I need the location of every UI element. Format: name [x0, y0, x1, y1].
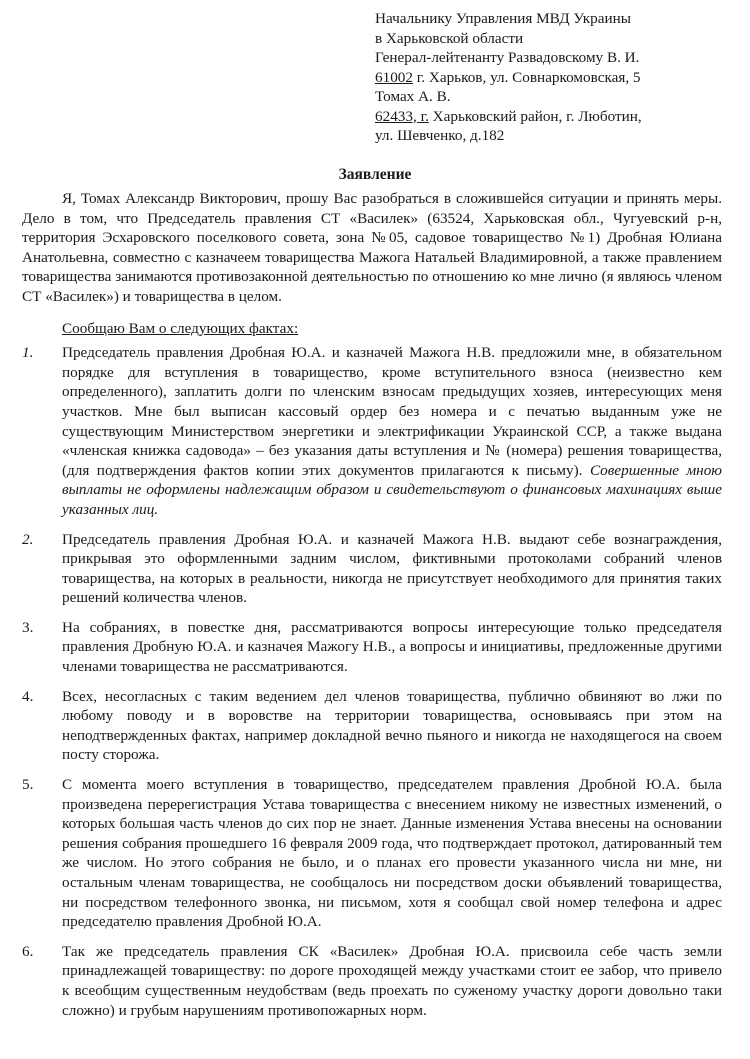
addressee-line-part: Генерал-лейтенанту Разва	[375, 49, 543, 66]
addressee-block	[375, 9, 745, 146]
addressee-line-part: скому В. И.	[565, 49, 640, 66]
sender-name: Томах А. В.	[375, 88, 451, 105]
item-number: 3.	[22, 618, 34, 636]
zip-code: 61002	[375, 68, 413, 86]
addressee-line: в Харьковской области	[375, 29, 524, 47]
facts-heading: Сообщаю Вам о следующих фактах:	[62, 319, 299, 337]
sender-street: ул. Шевченко, д.182	[375, 127, 505, 144]
list-item	[22, 618, 722, 677]
addressee-line: Начальнику Управления МВД Украины	[375, 10, 631, 27]
list-item	[22, 343, 722, 519]
item-text: Председатель правления Дробная Ю.А. и казначей Мажога Н.В. предложили мне, в обязательном порядке для вступления в товарищество, кроме вступительного взноса (неизвестно кем определенного), заплатить долги по членским взносам предыдущих хозяев, интересующих меня участков. Мне был выписан кассовый ордер без номера и с печатью выданным уже не существующим Министерством энергетики и электрификации Украинской ССР, а также выдана «членская книжка садовода» – без указания даты вступления и № (номера) решения товарищества, (для подтверждения фактов копии этих документов прилагаются к письму).	[62, 344, 722, 479]
list-item	[22, 530, 722, 608]
item-text: Так же председатель правления СК «Василек» Дробная Ю.А. присвоила себе часть земли принадлежащей товариществу: по дороге проходящей между участками стоит ее забор, что привело к всеобщим существенным неудобствам (ведь проехать по суженому участку дороги довольно таки сложно) и грубым нарушениям противопожарных норм.	[62, 942, 722, 1019]
address-rest: г. Харьков, ул. Совнаркомовская, 5	[412, 68, 641, 86]
intro-paragraph: Я, Томах Александр Викторович, прошу Вас разобраться в сложившейся ситуации и принять меры. Дело в том, что Председатель правления СТ «Василек» (63524, Харьковская обл., Чугуевский р-н, территория Эсхаровского поселкового совета, зона №05, садовое товарищество №1) Дробная Юлиана Анатольевна, совместно с казначеем товарищества Мажога Натальей Владимировной, а также правлением товарищества занимаются противозаконной деятельностью по отношению ко мне лично (я являюсь членом СТ «Василек») и товарищества в целом.	[22, 190, 722, 305]
facts-list	[22, 343, 722, 1020]
address-rest: Харьковский район, г. Люботин,	[428, 107, 642, 125]
item-number: 6.	[22, 942, 34, 960]
item-number: 1.	[22, 344, 34, 362]
item-text: Председатель правления Дробная Ю.А. и казначей Мажога Н.В. выдают себе вознаграждения, прикрывая это оформленными задним числом, фиктивными протоколами собраний членов товарищества, на которых в реальности, никогда не присутствует необходимого для принятия таких решений количества членов.	[62, 530, 722, 607]
item-number: 5.	[22, 776, 34, 794]
item-emphasis: Совершенные мною выплаты не оформлены надлежащим образом и свидетельствуют о финансовых махинациях выше указанных лиц.	[62, 461, 722, 518]
item-number: 4.	[22, 687, 34, 705]
item-number: 2.	[22, 530, 34, 548]
document-body	[22, 189, 722, 1030]
addressee-address	[375, 68, 745, 88]
list-item	[22, 775, 722, 932]
item-text: Всех, несогласных с таким ведением дел членов товарищества, публично обвиняют во лжи по любому поводу и в воровстве на территории товарищества, основываясь при этом на неподтвержденных фактах, например докладной вечно пьяного и никогда не находящегося на своем посту сторожа.	[62, 687, 722, 764]
item-text: С момента моего вступления в товарищество, председателем правления Дробной Ю.А. была произведена перерегистрация Устава товарищества с внесением никому не известных изменений, о которых большая часть членов до сих пор не знает. Данные изменения Устава внесены на основании решения собрания прошедшего 16 февраля 2009 года, что подтверждает протокол, датированный тем же числом. Но этого собрания не было, и о планах его провести указанного числа ни мне, ни остальным членам товарищества, не сообщалось ни посредством доски объявлений товарищества, ни посредством телефонного звонка, ни письмом, хотя я сообщал свой номер телефона и адрес председателю правления Дробной Ю.А.	[62, 776, 722, 931]
sender-address	[375, 107, 745, 127]
zip-code: 62433, г.	[375, 107, 429, 125]
addressee-line-part: дов	[542, 49, 566, 66]
list-item	[22, 942, 722, 1020]
list-item	[22, 687, 722, 765]
document-title: Заявление	[338, 166, 412, 183]
item-text: На собраниях, в повестке дня, рассматриваются вопросы интересующие только председателя правления Дробную Ю.А. и казначея Мажогу Н.В., а вопросы и инициативы, предложенные другими членами товарищества не рассматриваются.	[62, 618, 722, 676]
addressee-line	[375, 48, 745, 68]
